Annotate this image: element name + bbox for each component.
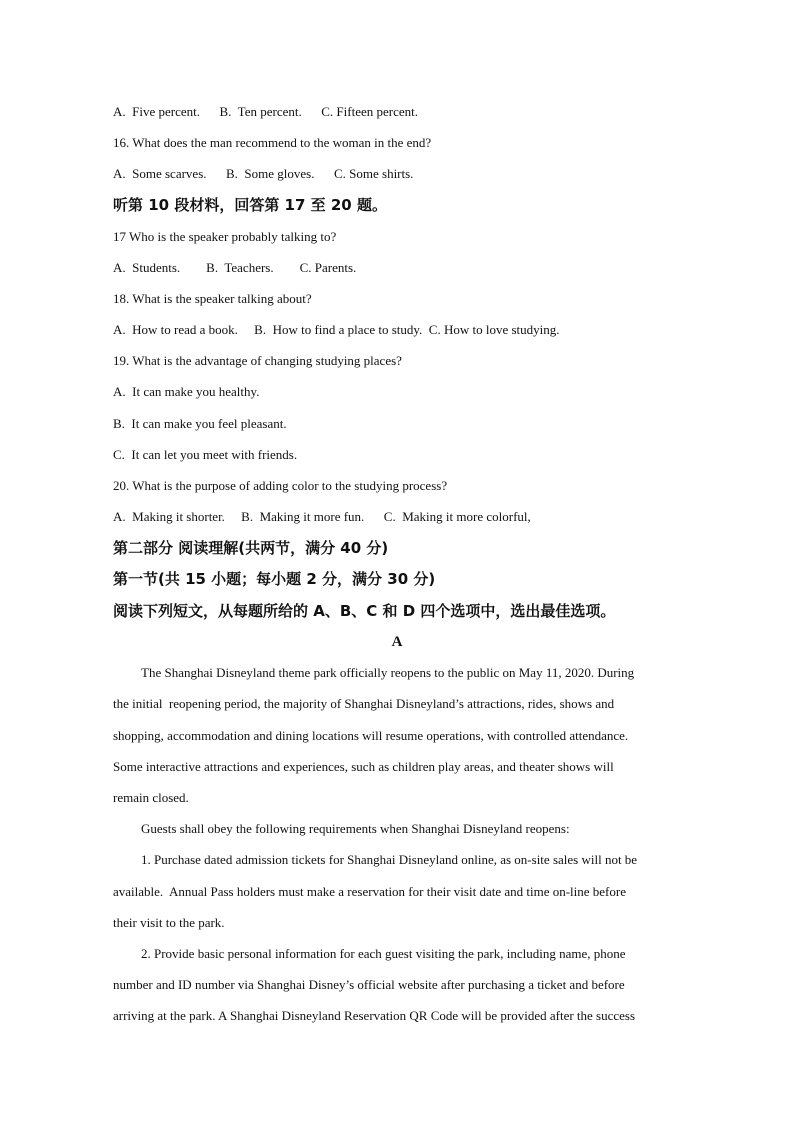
q19-question: 19. What is the advantage of changing studying places?	[113, 353, 402, 368]
paragraph-line: Guests shall obey the following requirements when Shanghai Disneyland reopens:	[141, 821, 570, 836]
q19-option-c: C. It can let you meet with friends.	[113, 447, 298, 462]
paragraph-line: arriving at the park. A Shanghai Disneyland Reservation QR Code will be provided after the success	[113, 1008, 636, 1023]
paragraph-line: 2. Provide basic personal information for each guest visiting the park, including name, phone	[141, 946, 626, 961]
q18-question: 18. What is the speaker talking about?	[113, 291, 312, 306]
passage-label: A	[391, 634, 403, 650]
paragraph-line: the initial reopening period, the majority of Shanghai Disneyland’s attractions, rides, shows and	[113, 696, 615, 711]
paragraph-line: Some interactive attractions and experiences, such as children play areas, and theater shows will	[113, 759, 614, 774]
q20-options: A. Making it shorter. B. Making it more fun. C. Making it more colorful,	[113, 509, 531, 524]
q16-options: A. Some scarves. B. Some gloves. C. Some shirts.	[113, 166, 414, 181]
paragraph-line: 1. Purchase dated admission tickets for Shanghai Disneyland online, as on-site sales will not be	[141, 852, 638, 867]
paragraph-line: The Shanghai Disneyland theme park officially reopens to the public on May 11, 2020. During	[141, 665, 635, 680]
q19-option-a: A. It can make you healthy.	[113, 384, 260, 399]
paragraph-line: number and ID number via Shanghai Disney’s official website after purchasing a ticket and before	[113, 977, 625, 992]
q17-question: 17 Who is the speaker probably talking to?	[113, 229, 337, 244]
section-one-heading: 第一节(共 15 小题；每小题 2 分，满分 30 分)	[113, 570, 436, 588]
paragraph-line: remain closed.	[113, 790, 189, 805]
paragraph-line: shopping, accommodation and dining locations will resume operations, with controlled attendance.	[113, 728, 629, 743]
q15-options: A. Five percent. B. Ten percent. C. Fifteen percent.	[113, 104, 418, 119]
q18-options: A. How to read a book. B. How to find a place to study. C. How to love studying.	[113, 322, 560, 337]
instructions: 阅读下列短文，从每题所给的 A、B、C 和 D 四个选项中，选出最佳选项。	[113, 602, 616, 620]
paragraph-line: their visit to the park.	[113, 915, 225, 930]
part-two-heading: 第二部分 阅读理解(共两节，满分 40 分)	[113, 539, 389, 557]
q20-question: 20. What is the purpose of adding color to the studying process?	[113, 478, 448, 493]
section-10-heading: 听第 10 段材料，回答第 17 至 20 题。	[113, 196, 387, 214]
paragraph-line: available. Annual Pass holders must make a reservation for their visit date and time on-line before	[113, 884, 626, 899]
q16-question: 16. What does the man recommend to the woman in the end?	[113, 135, 432, 150]
q19-option-b: B. It can make you feel pleasant.	[113, 416, 287, 431]
q17-options: A. Students. B. Teachers. C. Parents.	[113, 260, 357, 275]
